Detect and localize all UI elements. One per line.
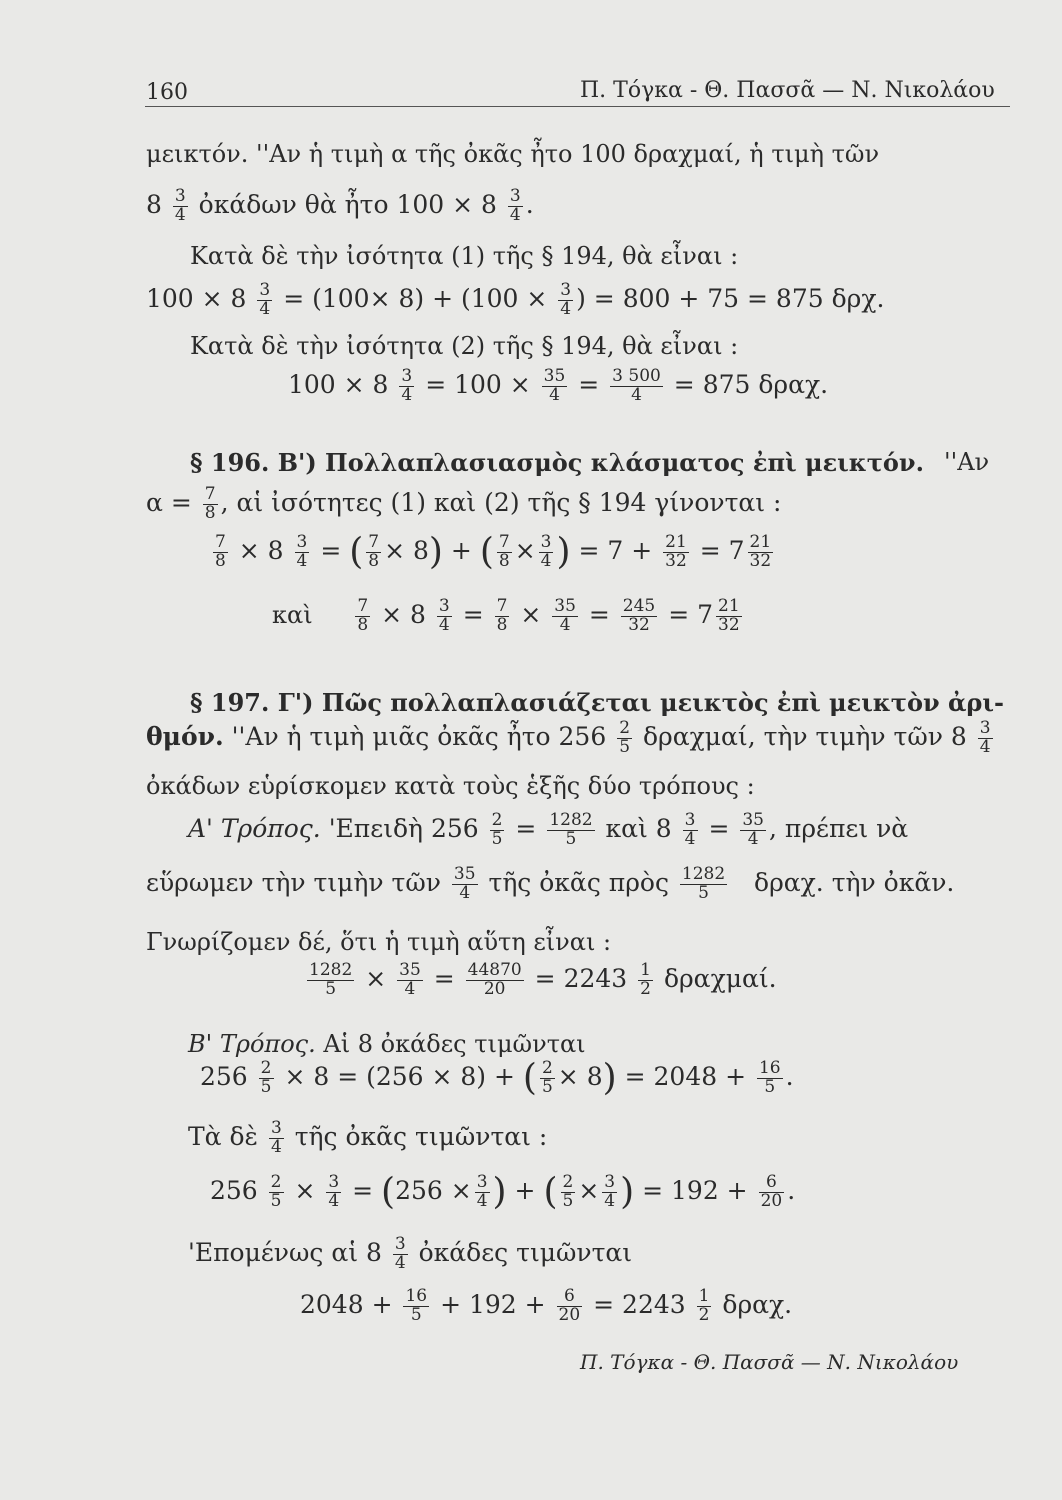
fraction: $\frac{245}{32}$ <box>622 596 656 635</box>
fraction: $\frac{3}{4}$ <box>259 280 271 319</box>
fraction: $\frac{3 500}{4}$ <box>612 366 661 405</box>
text-line: Κατὰ δὲ τὴν ἰσότητα (1) τῆς § 194, θὰ εἶναι : <box>190 242 739 270</box>
math-line: 100 × 8 $\frac{3}{4}$ = (100× 8) + (100 × $\frac{3}{4}$ ) = 800 + 75 = 875 δρχ. <box>146 280 885 319</box>
text-line: Γνωρίζομεν δέ, ὅτι ἡ τιμὴ αὕτη εἶναι : <box>146 928 612 956</box>
fraction: $\frac{1282}{5}$ <box>549 810 593 849</box>
section-197-heading: § 197. Γ') Πῶς πολλαπλασιάζεται μεικτὸς ἐπὶ μεικτὸν ἀρι- <box>190 688 1004 717</box>
math-line: 100 × 8 $\frac{3}{4}$ = 100 × $\frac{35}{4}$ = $\frac{3 500}{4}$ = 875 δραχ. <box>288 366 829 405</box>
math-line: Α' Τρόπος. 'Επειδὴ 256 $\frac{2}{5}$ = $\frac{1282}{5}$ καὶ 8 $\frac{3}{4}$ = $\frac{35}{4}$ , πρέπει νὰ <box>188 810 909 849</box>
fraction: $\frac{2}{5}$ <box>619 718 631 757</box>
fraction: $\frac{3}{4}$ <box>270 1118 282 1157</box>
fraction: $\frac{35}{4}$ <box>554 596 576 635</box>
math-line: $\frac{1282}{5}$ × $\frac{35}{4}$ = $\frac{44870}{20}$ = 2243 $\frac{1}{2}$ δραχμαί. <box>309 960 777 999</box>
fraction: $\frac{1}{2}$ <box>698 1286 710 1325</box>
fraction: $\frac{2}{5}$ <box>491 810 503 849</box>
fraction: $\frac{3}{4}$ <box>979 718 991 757</box>
fraction: $\frac{7}{8}$ <box>215 532 226 571</box>
text-fragment: ''Αν <box>944 448 990 476</box>
running-header: Π. Τόγκα - Θ. Πασσᾶ — Ν. Νικολάου <box>580 78 995 103</box>
math-line: $\frac{7}{8}$ × 8 $\frac{3}{4}$ = ( $\frac{7}{8}$ × 8) + ( $\frac{7}{8}$ × $\frac{3}{4}$ ) = 7 + $\frac{21}{32}$ = 7 $\frac{21}{32}$ <box>215 531 772 573</box>
fraction: $\frac{21}{32}$ <box>749 532 772 571</box>
fraction: $\frac{3}{4}$ <box>438 596 450 635</box>
fraction: $\frac{6}{20}$ <box>558 1286 581 1325</box>
fraction: $\frac{35}{4}$ <box>543 366 566 405</box>
fraction: $\frac{3}{4}$ <box>401 366 413 405</box>
math-line: 256 $\frac{2}{5}$ × $\frac{3}{4}$ = (256 × $\frac{3}{4}$ ) + ( $\frac{2}{5}$ × $\frac{3}{4}$ ) = 192 + $\frac{6}{20}$ . <box>210 1171 796 1213</box>
fraction: $\frac{3}{4}$ <box>509 186 521 225</box>
fraction: $\frac{35}{4}$ <box>399 960 421 999</box>
fraction: $\frac{7}{8}$ <box>204 484 216 523</box>
math-line: 2048 + $\frac{16}{5}$ + 192 + $\frac{6}{20}$ = 2243 $\frac{1}{2}$ δραχ. <box>300 1286 793 1325</box>
fraction: $\frac{3}{4}$ <box>328 1172 340 1211</box>
fraction: $\frac{16}{5}$ <box>405 1286 428 1325</box>
math-line: καὶ $\frac{7}{8}$ × 8 $\frac{3}{4}$ = $\frac{7}{8}$ × $\frac{35}{4}$ = $\frac{245}{32}$ = 7 $\frac{21}{32}$ <box>272 596 740 635</box>
section-196-heading: § 196. Β') Πολλαπλασιασμὸς κλάσματος ἐπὶ μεικτόν. <box>190 448 924 477</box>
fraction: $\frac{3}{4}$ <box>174 186 186 225</box>
fraction: $\frac{35}{4}$ <box>453 864 476 903</box>
fraction: $\frac{7}{8}$ <box>368 532 380 571</box>
fraction: $\frac{3}{4}$ <box>296 532 308 571</box>
fraction: $\frac{3}{4}$ <box>684 810 696 849</box>
page-number: 160 <box>146 80 188 105</box>
fraction: $\frac{3}{4}$ <box>476 1172 488 1211</box>
fraction: $\frac{2}{5}$ <box>541 1058 553 1097</box>
fraction: $\frac{21}{32}$ <box>665 532 687 571</box>
math-line: εὕρωμεν τὴν τιμὴν τῶν $\frac{35}{4}$ τῆς ὀκᾶς πρὸς $\frac{1282}{5}$ δραχ. τὴν ὀκᾶν. <box>146 864 955 903</box>
fraction: $\frac{3}{4}$ <box>604 1172 616 1211</box>
math-line: 256 $\frac{2}{5}$ × 8 = (256 × 8) + ( $\frac{2}{5}$ × 8) = 2048 + $\frac{16}{5}$ . <box>200 1057 794 1099</box>
fraction: $\frac{2}{5}$ <box>270 1172 282 1211</box>
fraction: $\frac{6}{20}$ <box>760 1172 783 1211</box>
fraction: $\frac{44870}{20}$ <box>467 960 522 999</box>
math-line: α = $\frac{7}{8}$ , αἱ ἰσότητες (1) καὶ (2) τῆς § 194 γίνονται : <box>146 484 782 523</box>
fraction: $\frac{7}{8}$ <box>496 596 508 635</box>
fraction: $\frac{1282}{5}$ <box>681 864 726 903</box>
fraction: $\frac{3}{4}$ <box>394 1234 406 1273</box>
text-line: Β' Τρόπος. Αἱ 8 ὀκάδες τιμῶνται <box>188 1030 586 1058</box>
math-line: 8 $\frac{3}{4}$ ὀκάδων θὰ ἦτο 100 × 8 $\frac{3}{4}$ . <box>146 186 534 225</box>
text-line: Κατὰ δὲ τὴν ἰσότητα (2) τῆς § 194, θὰ εἶναι : <box>190 332 739 360</box>
math-line: θμόν. ''Αν ἡ τιμὴ μιᾶς ὀκᾶς ἦτο 256 $\frac{2}{5}$ δραχμαί, τὴν τιμὴν τῶν 8 $\frac{3}{4}$ <box>146 718 991 757</box>
math-line: Τὰ δὲ $\frac{3}{4}$ τῆς ὀκᾶς τιμῶνται : <box>188 1118 548 1157</box>
fraction: $\frac{3}{4}$ <box>540 532 552 571</box>
fraction: $\frac{2}{5}$ <box>562 1172 574 1211</box>
fraction: $\frac{7}{8}$ <box>498 532 510 571</box>
math-line: 'Επομένως αἱ 8 $\frac{3}{4}$ ὀκάδες τιμῶνται <box>188 1234 633 1273</box>
fraction: $\frac{21}{32}$ <box>718 596 740 635</box>
fraction: $\frac{35}{4}$ <box>742 810 764 849</box>
fraction: $\frac{1282}{5}$ <box>309 960 353 999</box>
fraction: $\frac{1}{2}$ <box>640 960 651 999</box>
fraction: $\frac{2}{5}$ <box>260 1058 272 1097</box>
text-line: μεικτόν. ''Αν ἡ τιμὴ α τῆς ὀκᾶς ἦτο 100 δραχμαί, ἡ τιμὴ τῶν <box>146 140 880 168</box>
header-rule <box>145 106 1010 107</box>
fraction: $\frac{7}{8}$ <box>357 596 369 635</box>
fraction: $\frac{3}{4}$ <box>560 280 572 319</box>
footer-authors: Π. Τόγκα - Θ. Πασσᾶ — Ν. Νικολάου <box>580 1350 959 1374</box>
fraction: $\frac{16}{5}$ <box>758 1058 781 1097</box>
text-line: ὀκάδων εὑρίσκομεν κατὰ τοὺς ἑξῆς δύο τρόπους : <box>146 772 755 800</box>
